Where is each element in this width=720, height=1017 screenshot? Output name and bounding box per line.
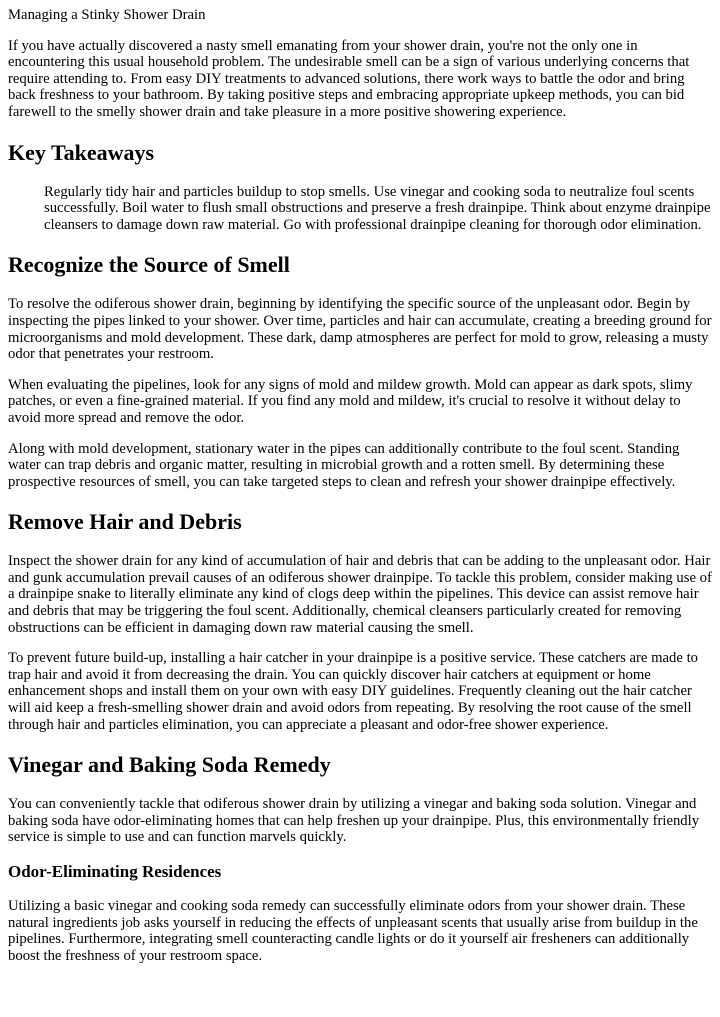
document-title: Managing a Stinky Shower Drain (8, 7, 206, 23)
section-heading: Recognize the Source of Smell (8, 252, 290, 278)
subsection-heading: Odor-Eliminating Residences (8, 862, 222, 881)
paragraph: Utilizing a basic vinegar and cooking soda remedy can successfully eliminate odors from your shower drain. These natural ingredients job asks yourself in reducing the effects of unpleasant scents that usually arise from buildup in the pipelines. Furthermore, integrating smell counteracting candle lights or do it yourself air fresheners can additionally boost the freshness of your restroom space. (8, 898, 698, 964)
section-recognize-source (8, 252, 712, 490)
section-heading: Key Takeaways (8, 139, 155, 165)
paragraph: You can conveniently tackle that odiferous shower drain by utilizing a vinegar and baking soda solution. Vinegar and baking soda have odor-eliminating homes that can help freshen up your drainpipe. Plus, this environmentally friendly service is simple to use and can function marvels quickly. (8, 796, 700, 846)
paragraph: To prevent future build-up, installing a hair catcher in your drainpipe is a positive service. These catchers are made to trap hair and avoid it from decreasing the drain. You can quickly discover hair catchers at equipment or home enhancement shops and install them on your own with easy DIY guidelines. Frequently cleaning out the hair catcher will aid keep a fresh-smelling shower drain and avoid odors from repeating. By resolving the root cause of the smell through hair and particles elimination, you can appreciate a pleasant and odor-free shower experience. (8, 650, 698, 733)
section-heading: Remove Hair and Debris (8, 509, 242, 535)
paragraph: To resolve the odiferous shower drain, beginning by identifying the specific source of the unpleasant odor. Begin by inspecting the pipes linked to your shower. Over time, particles and hair can accumulate, creating a breeding ground for microorganisms and mold development. These dark, damp atmospheres are perfect for mold to grow, releasing a musty odor that penetrates your restroom. (8, 296, 712, 363)
intro-paragraph: If you have actually discovered a nasty smell emanating from your shower drain, you're not the only one in encountering this usual household problem. The undesirable smell can be a sign of various underlying concerns that require attending to. From easy DIY treatments to advanced solutions, there work ways to battle the odor and bring back freshness to your bathroom. By taking positive steps and embracing appropriate upkeep methods, you can bid farewell to the smelly shower drain and take pleasure in a more positive showering experience. (8, 37, 690, 120)
key-takeaways-quote: Regularly tidy hair and particles buildup to stop smells. Use vinegar and cooking soda to neutralize foul scents successfully. Boil water to flush small obstructions and preserve a fresh drainpipe. Think about enzyme drainpipe cleansers to damage down raw material. Go with professional drainpipe cleaning for thorough odor elimination. (44, 183, 711, 233)
section-remove-hair (8, 509, 712, 733)
section-vinegar-baking-soda (8, 752, 712, 964)
paragraph: Along with mold development, stationary water in the pipes can additionally contribute to the foul scent. Standing water can trap debris and organic matter, resulting in microbial growth and a rotten smell. By determining these prospective resources of smell, you can take targeted steps to clean and refresh your shower drainpipe effectively. (8, 440, 680, 490)
paragraph: Inspect the shower drain for any kind of accumulation of hair and debris that can be adding to the unpleasant odor. Hair and gunk accumulation prevail causes of an odiferous shower drainpipe. To tackle this problem, consider making use of a drainpipe snake to literally eliminate any kind of clogs deep within the pipelines. This device can assist remove hair and debris that may be triggering the foul scent. Additionally, chemical cleansers particularly created for removing obstructions can be efficient in damaging down raw material causing the smell. (8, 553, 712, 636)
section-heading: Vinegar and Baking Soda Remedy (8, 752, 331, 778)
paragraph: When evaluating the pipelines, look for any signs of mold and mildew growth. Mold can appear as dark spots, slimy patches, or even a fine-grained material. If you find any mold and mildew, it's crucial to resolve it without delay to avoid more spread and remove the odor. (8, 376, 693, 426)
section-key-takeaways (8, 140, 712, 234)
